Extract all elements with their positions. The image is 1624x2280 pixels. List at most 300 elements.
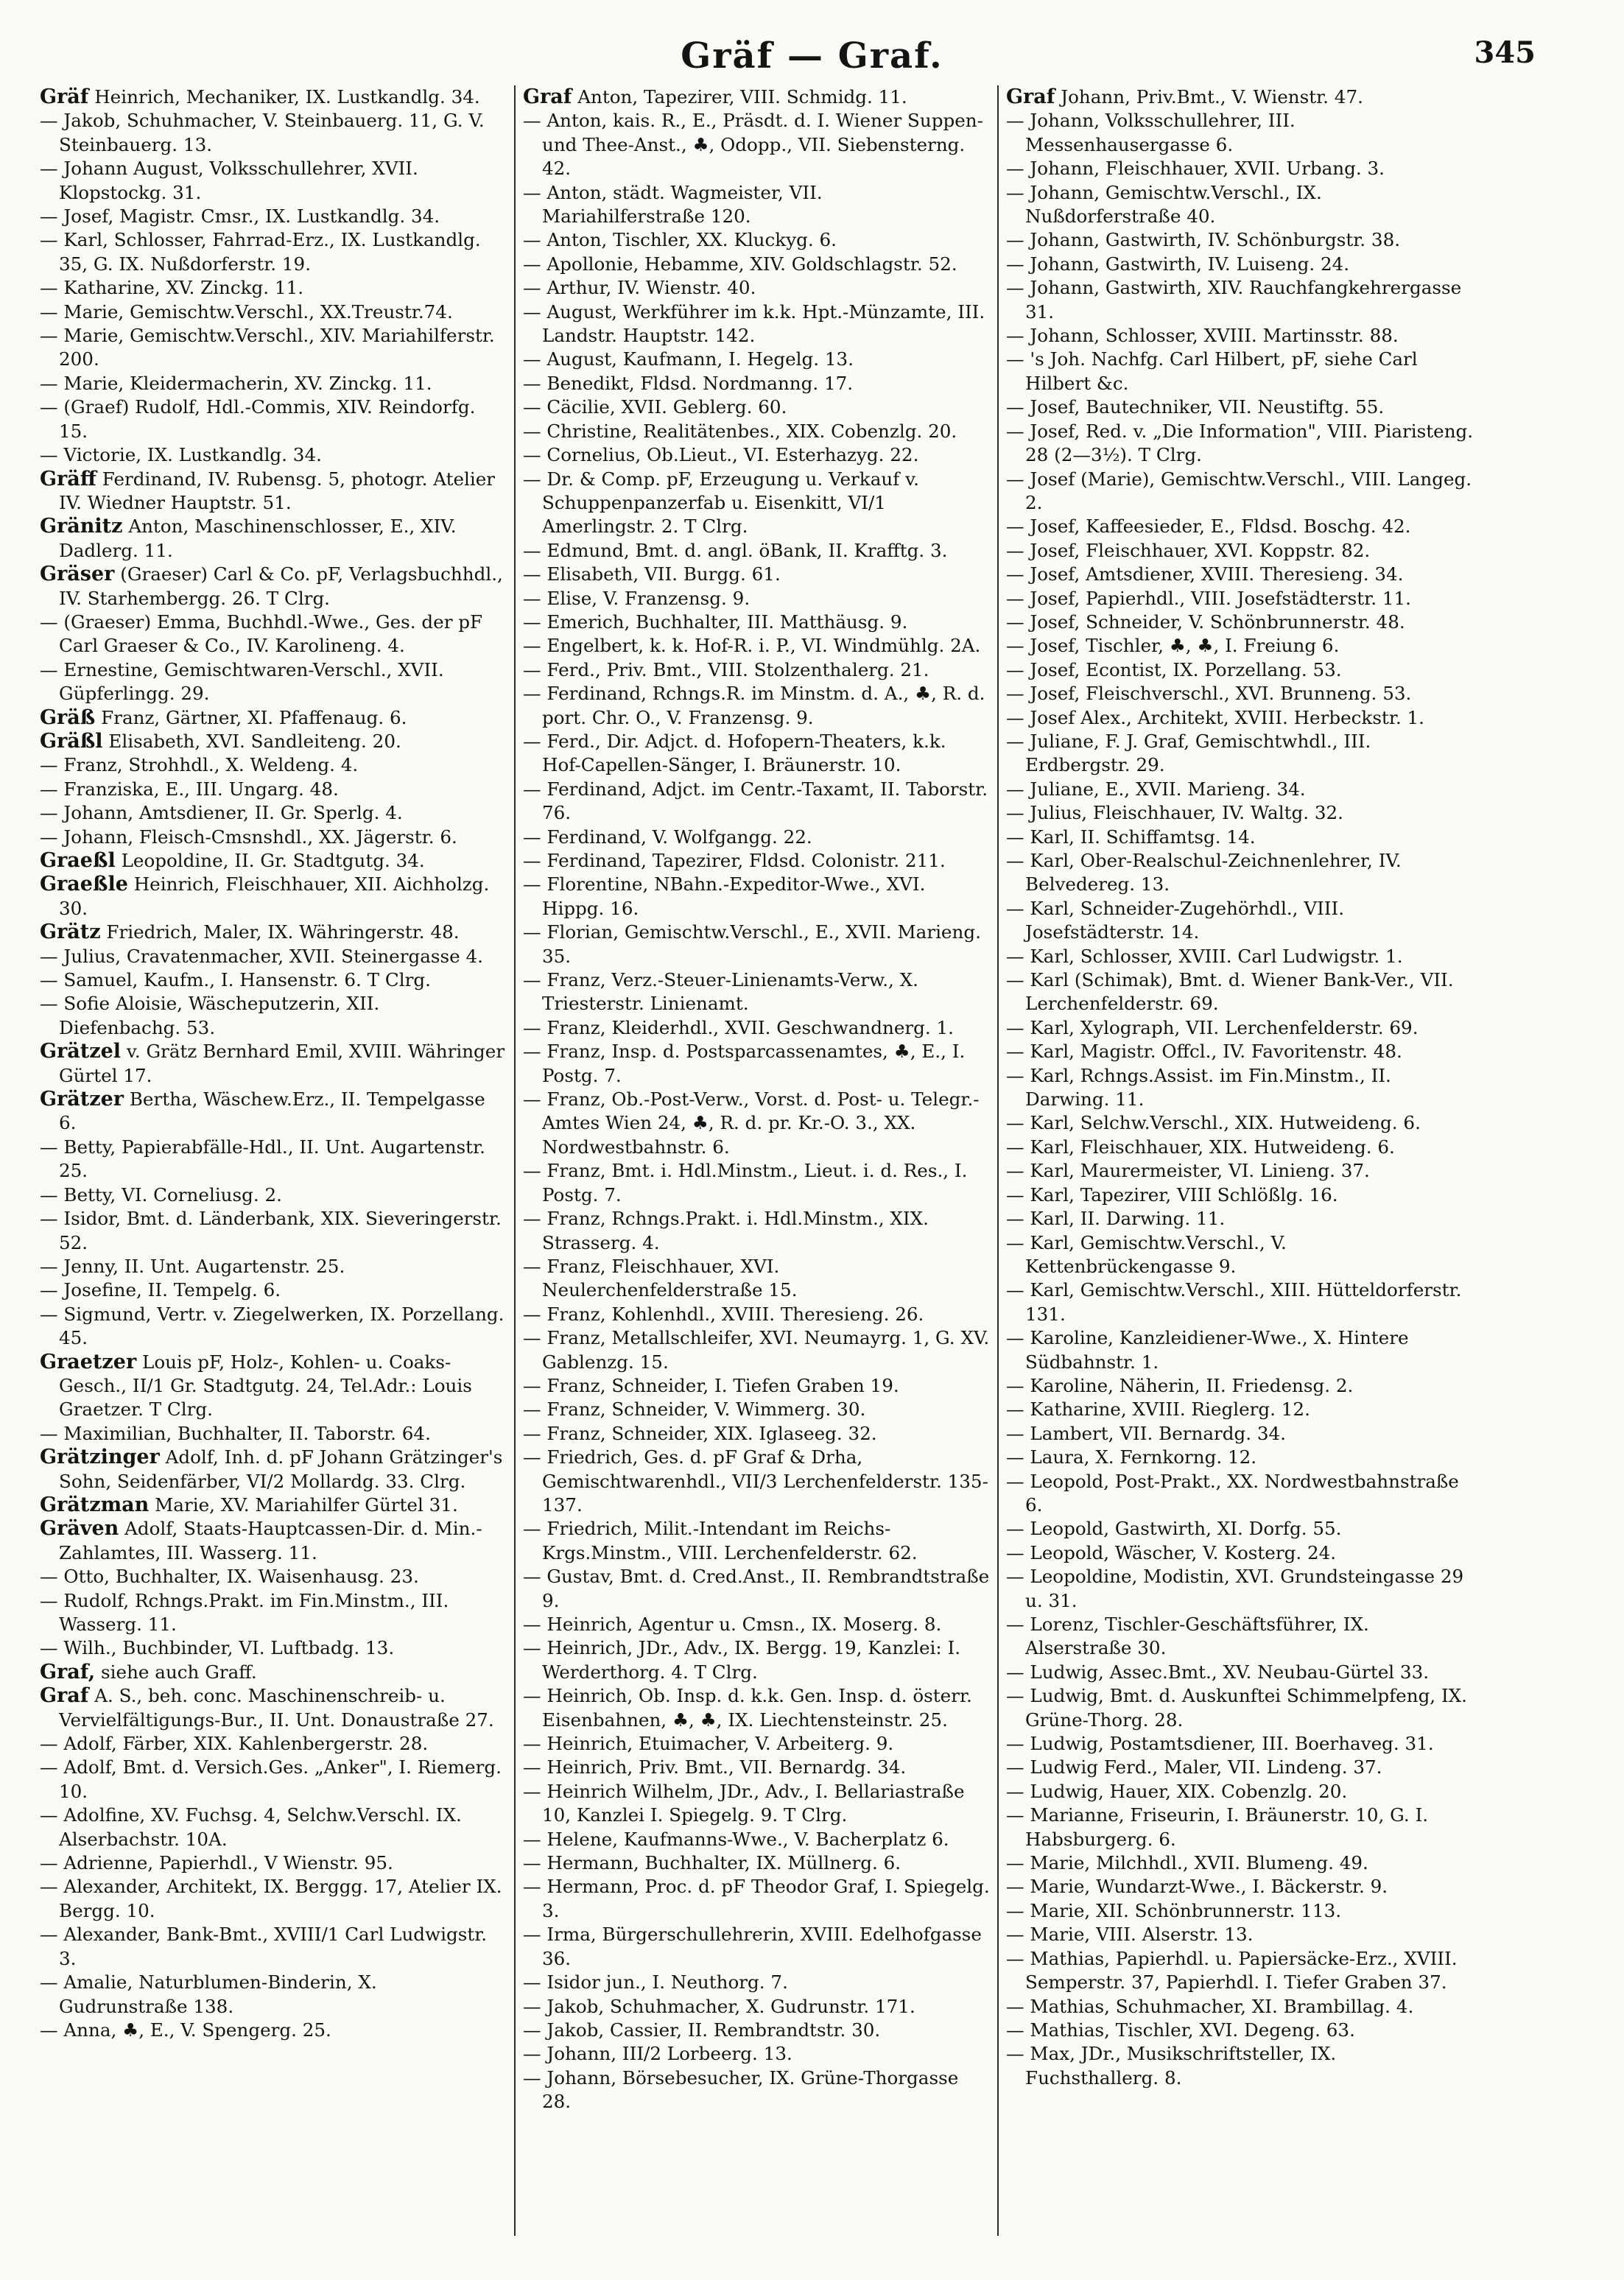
directory-entry	[1006, 1613, 1474, 1661]
directory-entry	[40, 968, 507, 992]
entry-text: — Marie, Wundarzt-Wwe., I. Bäckerstr. 9.	[1006, 1876, 1388, 1898]
entry-text: — Marianne, Friseurin, I. Bräunerstr. 10, G. I. Habsburgerg. 6.	[1006, 1804, 1429, 1850]
entry-text: — Karl, II. Schiffamtsg. 14.	[1006, 826, 1256, 848]
entry-headword: Grätzer	[40, 1088, 124, 1111]
directory-entry	[1006, 1207, 1474, 1231]
directory-entry	[40, 85, 507, 109]
directory-entry	[40, 443, 507, 467]
directory-entry	[40, 563, 507, 611]
entry-text: — Leopold, Post-Prakt., XX. Nordwestbahnstraße 6.	[1006, 1470, 1459, 1516]
directory-entry	[523, 468, 990, 539]
directory-entry	[40, 992, 507, 1040]
directory-entry	[40, 1303, 507, 1351]
directory-entry	[1006, 157, 1474, 180]
directory-entry	[523, 778, 990, 826]
entry-text: — Karl, Xylograph, VII. Lerchenfelderstr. 69.	[1006, 1016, 1419, 1038]
directory-entry	[40, 1493, 507, 1517]
directory-entry	[523, 109, 990, 180]
directory-entry	[523, 348, 990, 371]
directory-entry	[523, 276, 990, 300]
entry-text: Elisabeth, XVI. Sandleiteng. 20.	[108, 730, 401, 752]
directory-entry	[523, 1422, 990, 1446]
entry-text: — Johann, III/2 Lorbeerg. 13.	[523, 2043, 792, 2065]
directory-entry	[523, 1636, 990, 1684]
directory-entry	[40, 300, 507, 324]
directory-entry	[1006, 109, 1474, 157]
directory-entry	[523, 1446, 990, 1517]
entry-text: — Otto, Buchhalter, IX. Waisenhausg. 23.	[40, 1566, 419, 1588]
entry-text: — Karl, Tapezirer, VIII Schlößlg. 16.	[1006, 1183, 1338, 1206]
directory-entry	[523, 1374, 990, 1398]
entry-text: — Karl, Schlosser, Fahrrad-Erz., IX. Lustkandlg. 35, G. IX. Nußdorferstr. 19.	[40, 229, 481, 275]
directory-entry	[523, 826, 990, 849]
directory-entry	[1006, 1159, 1474, 1183]
directory-entry	[1006, 1064, 1474, 1112]
directory-entry	[1006, 1565, 1474, 1613]
entry-text: — Johann, Gastwirth, IV. Schönburgstr. 38.	[1006, 229, 1401, 251]
entry-text: — Sigmund, Vertr. v. Ziegelwerken, IX. Porzellang. 45.	[40, 1303, 505, 1349]
entry-text: — Anton, Tischler, XX. Kluckyg. 6.	[523, 229, 837, 251]
directory-entry	[523, 1780, 990, 1828]
directory-entry	[523, 395, 990, 419]
entry-text: — Johann, Gastwirth, XIV. Rauchfangkehrergasse 31.	[1006, 277, 1462, 323]
entry-text: — Anna, ♣, E., V. Spengerg. 25.	[40, 2019, 331, 2041]
entry-text: — Hermann, Buchhalter, IX. Müllnerg. 6.	[523, 1852, 901, 1874]
directory-entry	[40, 157, 507, 205]
directory-entry	[40, 109, 507, 157]
directory-entry	[40, 1278, 507, 1302]
directory-entry	[1006, 1899, 1474, 1923]
directory-entry	[40, 873, 507, 921]
directory-entry	[1006, 1374, 1474, 1398]
directory-entry	[40, 372, 507, 395]
entry-headword: Grätz	[40, 921, 101, 944]
entry-text: — Anton, kais. R., E., Präsdt. d. I. Wiener Suppen- und Thee-Anst., ♣, Odopp., VII. Siebensterng. 42.	[523, 110, 983, 180]
directory-entry	[1006, 348, 1474, 395]
entry-text: — Josef, Bautechniker, VII. Neustiftg. 55.	[1006, 396, 1385, 418]
directory-entry	[1006, 634, 1474, 658]
directory-entry	[523, 1875, 990, 1923]
entry-text: — Ferd., Dir. Adjct. d. Hofopern-Theaters, k.k. Hof-Capellen-Sänger, I. Bräunerstr. 10.	[523, 730, 946, 776]
directory-entry	[1006, 1661, 1474, 1684]
directory-entry	[523, 2066, 990, 2114]
entry-text: — Karoline, Kanzleidiener-Wwe., X. Hintere Südbahnstr. 1.	[1006, 1327, 1409, 1373]
entry-text: — Leopold, Wäscher, V. Kosterg. 24.	[1006, 1541, 1337, 1563]
directory-entry	[40, 276, 507, 300]
entry-text: — Mathias, Tischler, XVI. Degeng. 63.	[1006, 2019, 1355, 2041]
directory-entry	[523, 1828, 990, 1851]
directory-entry	[523, 1255, 990, 1303]
entry-text: — Ludwig, Hauer, XIX. Cobenzlg. 20.	[1006, 1780, 1348, 1802]
entry-text: — Amalie, Naturblumen-Binderin, X. Gudrunstraße 138.	[40, 1971, 377, 2017]
directory-entry	[523, 1923, 990, 1971]
entry-text: — Katharine, XVIII. Rieglerg. 12.	[1006, 1398, 1310, 1421]
directory-entry	[523, 1517, 990, 1565]
directory-entry	[1006, 1111, 1474, 1135]
entry-text: — Karl (Schimak), Bmt. d. Wiener Bank-Ver., VII. Lerchenfelderstr. 69.	[1006, 969, 1454, 1015]
entry-text: Heinrich, Fleischhauer, XII. Aichholzg. 30.	[59, 873, 490, 919]
directory-entry	[40, 1804, 507, 1851]
entry-text: — Marie, Gemischtw.Verschl., XIV. Mariahilferstr. 200.	[40, 325, 495, 370]
directory-entry	[40, 205, 507, 228]
directory-entry	[1006, 968, 1474, 1016]
directory-entry	[40, 1207, 507, 1255]
entry-text: — Florentine, NBahn.-Expeditor-Wwe., XVI. Hippg. 16.	[523, 873, 926, 919]
entry-text: — Franz, Ob.-Post-Verw., Vorst. d. Post- u. Telegr.-Amtes Wien 24, ♣, R. d. pr. Kr.-O. 3., XX. Nordwestbahnstr. 6.	[523, 1088, 980, 1158]
entry-text: — Johann, Börsebesucher, IX. Grüne-Thorgasse 28.	[523, 2066, 959, 2113]
entry-text: — Heinrich, Etuimacher, V. Arbeiterg. 9.	[523, 1733, 894, 1755]
entry-text: — Marie, Kleidermacherin, XV. Zinckg. 11.	[40, 372, 432, 394]
directory-entry	[523, 1732, 990, 1756]
entry-text: — Josef, Magistr. Cmsr., IX. Lustkandlg. 34.	[40, 205, 440, 228]
entry-text: — Ludwig, Assec.Bmt., XV. Neubau-Gürtel 33.	[1006, 1661, 1430, 1683]
entry-text: — Johann, Fleischhauer, XVII. Urbang. 3.	[1006, 158, 1385, 180]
directory-entry	[523, 682, 990, 730]
entry-text: — Isidor, Bmt. d. Länderbank, XIX. Sieveringerstr. 52.	[40, 1208, 502, 1253]
entry-text: Johann, Priv.Bmt., V. Wienstr. 47.	[1061, 86, 1363, 108]
directory-entry	[523, 634, 990, 658]
directory-entry	[1006, 276, 1474, 324]
directory-entry	[1006, 1756, 1474, 1779]
entry-text: Franz, Gärtner, XI. Pfaffenaug. 6.	[101, 706, 407, 728]
directory-entry	[523, 1303, 990, 1326]
entry-text: Anton, Tapezirer, VIII. Schmidg. 11.	[577, 86, 907, 108]
directory-entry	[1006, 1780, 1474, 1804]
directory-entry	[40, 730, 507, 753]
entry-headword: Graf	[523, 85, 572, 108]
entry-text: — Julius, Fleischhauer, IV. Waltg. 32.	[1006, 802, 1343, 824]
directory-entry	[523, 587, 990, 611]
entry-text: — Karl, Schneider-Zugehörhdl., VIII. Josefstädterstr. 14.	[1006, 897, 1345, 943]
directory-entry	[1006, 1995, 1474, 2019]
entry-text: — Betty, VI. Corneliusg. 2.	[40, 1183, 282, 1206]
directory-entry	[1006, 1398, 1474, 1421]
directory-entry	[40, 1255, 507, 1278]
entry-text: — Johann, Gemischtw.Verschl., IX. Nußdorferstraße 40.	[1006, 181, 1322, 228]
entry-headword: Graeßl	[40, 849, 116, 872]
entry-text: — Marie, XII. Schönbrunnerstr. 113.	[1006, 1899, 1342, 1921]
directory-entry	[40, 706, 507, 730]
directory-entry	[523, 1326, 990, 1374]
directory-entry	[1006, 228, 1474, 252]
running-head: Gräf — Graf.	[681, 35, 943, 77]
directory-entry	[1006, 1422, 1474, 1446]
entry-text: — Gustav, Bmt. d. Cred.Anst., II. Rembrandtstraße 9.	[523, 1566, 990, 1611]
entry-text: — Jakob, Cassier, II. Rembrandtstr. 30.	[523, 2019, 881, 2041]
entry-text: — Julius, Cravatenmacher, XVII. Steinergasse 4.	[40, 945, 483, 967]
entry-text: v. Grätz Bernhard Emil, XVIII. Währinger Gürtel 17.	[59, 1041, 505, 1086]
directory-entry	[1006, 1851, 1474, 1875]
entry-headword: Gräser	[40, 563, 115, 586]
entry-text: A. S., beh. conc. Maschinenschreib- u. Vervielfältigungs-Bur., II. Unt. Donaustraße 27.	[59, 1685, 494, 1731]
entry-text: — Dr. & Comp. pF, Erzeugung u. Verkauf v. Schuppenpanzerfab u. Eisenkitt, VI/1 Amerlingstr. 2. T Clrg.	[523, 468, 919, 538]
entry-text: — Isidor jun., I. Neuthorg. 7.	[523, 1971, 788, 1994]
directory-entry	[523, 1756, 990, 1779]
directory-entry	[1006, 1947, 1474, 1995]
entry-text: — Wilh., Buchbinder, VI. Luftbadg. 13.	[40, 1637, 395, 1659]
directory-entry	[1006, 778, 1474, 801]
directory-entry	[40, 1183, 507, 1207]
directory-entry	[1006, 1804, 1474, 1851]
directory-entry	[40, 1756, 507, 1804]
directory-entry	[1006, 1016, 1474, 1040]
directory-entry	[40, 921, 507, 944]
entry-text: — Cäcilie, XVII. Geblerg. 60.	[523, 396, 787, 418]
directory-entry	[40, 228, 507, 276]
entry-text: (Graeser) Carl & Co. pF, Verlagsbuchhdl., IV. Starhembergg. 26. T Clrg.	[59, 563, 503, 609]
entry-text: — Karl, Maurermeister, VI. Linieng. 37.	[1006, 1160, 1370, 1182]
entry-text: Adolf, Staats-Hauptcassen-Dir. d. Min.-Zahlamtes, III. Wasserg. 11.	[59, 1518, 482, 1563]
directory-entry	[523, 1207, 990, 1255]
entry-text: — Marie, VIII. Alserstr. 13.	[1006, 1924, 1254, 1946]
directory-entry	[40, 1351, 507, 1422]
column-1	[32, 85, 516, 2236]
entry-text: — Mathias, Papierhdl. u. Papiersäcke-Erz., XVIII. Semperstr. 37, Papierhdl. I. Tiefer Graben 37.	[1006, 1947, 1458, 1994]
entry-text: — Johann, Gastwirth, IV. Luiseng. 24.	[1006, 253, 1350, 275]
directory-entry	[1006, 945, 1474, 968]
directory-entry	[1006, 2042, 1474, 2090]
directory-entry	[40, 611, 507, 658]
directory-entry	[40, 1923, 507, 1971]
entry-headword: Graf,	[40, 1660, 96, 1683]
directory-entry	[40, 753, 507, 777]
entry-text: — Sofie Aloisie, Wäscheputzerin, XII. Diefenbachg. 53.	[40, 993, 380, 1038]
entry-text: — Leopoldine, Modistin, XVI. Grundsteingasse 29 u. 31.	[1006, 1566, 1464, 1611]
directory-entry	[40, 1732, 507, 1756]
directory-entry	[523, 300, 990, 348]
directory-entry	[1006, 253, 1474, 276]
entry-text: — Josef, Papierhdl., VIII. Josefstädterstr. 11.	[1006, 587, 1411, 609]
directory-entry	[523, 1398, 990, 1421]
entry-headword: Gräven	[40, 1517, 119, 1541]
directory-entry	[1006, 1326, 1474, 1374]
entry-text: — Ferdinand, Tapezirer, Fldsd. Colonistr. 211.	[523, 850, 946, 871]
directory-entry	[1006, 706, 1474, 730]
directory-entry	[523, 873, 990, 921]
directory-entry	[40, 945, 507, 968]
directory-entry	[40, 1565, 507, 1588]
entry-headword: Graeßle	[40, 873, 128, 896]
entry-text: — Alexander, Architekt, IX. Berggg. 17, Atelier IX. Bergg. 10.	[40, 1876, 502, 1921]
directory-entry	[1006, 2019, 1474, 2042]
entry-text: — Franz, Verz.-Steuer-Linienamts-Verw., X. Triesterstr. Linienamt.	[523, 969, 919, 1015]
directory-entry	[1006, 420, 1474, 468]
directory-entry	[1006, 1040, 1474, 1063]
directory-entry	[1006, 1517, 1474, 1541]
entry-text: — Juliane, F. J. Graf, Gemischtwhdl., III. Erdbergstr. 29.	[1006, 730, 1371, 776]
directory-entry	[40, 1875, 507, 1923]
entry-text: — Franz, Kohlenhdl., XVIII. Theresieng. 26.	[523, 1303, 924, 1325]
entry-text: — Marie, Milchhdl., XVII. Blumeng. 49.	[1006, 1852, 1368, 1874]
directory-entry	[523, 1159, 990, 1207]
entry-text: — Josef (Marie), Gemischtw.Verschl., VIII. Langeg. 2.	[1006, 468, 1472, 513]
directory-entry	[1006, 1183, 1474, 1207]
entry-text: — Ferd., Priv. Bmt., VIII. Stolzenthalerg. 21.	[523, 658, 929, 680]
directory-entry	[40, 826, 507, 849]
entry-text: — Cornelius, Ob.Lieut., VI. Esterhazyg. 22.	[523, 444, 919, 466]
directory-entry	[40, 1851, 507, 1875]
entry-text: — Josef, Schneider, V. Schönbrunnerstr. 48.	[1006, 611, 1405, 633]
entry-headword: Gräß	[40, 706, 96, 729]
entry-headword: Gräßl	[40, 729, 103, 753]
entry-text: — Ferdinand, Adjct. im Centr.-Taxamt, II. Taborstr. 76.	[523, 778, 988, 824]
directory-entry	[40, 658, 507, 706]
entry-text: — Jakob, Schuhmacher, X. Gudrunstr. 171.	[523, 1995, 915, 2017]
directory-entry	[40, 849, 507, 873]
directory-entry	[40, 778, 507, 801]
entry-text: — Josef, Fleischhauer, XVI. Koppstr. 82.	[1006, 539, 1371, 561]
entry-text: — Max, JDr., Musikschriftsteller, IX. Fuchsthallerg. 8.	[1006, 2043, 1337, 2089]
directory-entry	[1006, 611, 1474, 634]
entry-text: — Mathias, Schuhmacher, XI. Brambillag. 4.	[1006, 1995, 1414, 2017]
entry-text: — Franz, Schneider, XIX. Iglaseeg. 32.	[523, 1422, 877, 1444]
entry-text: — Florian, Gemischtw.Verschl., E., XVII. Marieng. 35.	[523, 921, 981, 967]
directory-entry	[523, 730, 990, 778]
entry-text: Heinrich, Mechaniker, IX. Lustkandlg. 34.	[94, 86, 480, 108]
entry-text: — Karl, Fleischhauer, XIX. Hutweideng. 6.	[1006, 1136, 1395, 1158]
entry-text: — Adolfine, XV. Fuchsg. 4, Selchw.Verschl. IX. Alserbachstr. 10A.	[40, 1804, 462, 1850]
entry-text: — Karl, Rchngs.Assist. im Fin.Minstm., II. Darwing. 11.	[1006, 1064, 1391, 1111]
entry-headword: Grätzman	[40, 1493, 150, 1516]
entry-text: — Heinrich, Ob. Insp. d. k.k. Gen. Insp. d. österr. Eisenbahnen, ♣, ♣, IX. Liechtensteinstr. 25.	[523, 1685, 972, 1731]
directory-entry	[523, 1684, 990, 1732]
entry-text: — Karl, Gemischtw.Verschl., XIII. Hütteldorferstr. 131.	[1006, 1279, 1462, 1325]
directory-entry	[523, 420, 990, 443]
directory-entry	[523, 443, 990, 467]
entry-text: — Ludwig, Bmt. d. Auskunftei Schimmelpfeng, IX. Grüne-Thorg. 28.	[1006, 1685, 1467, 1731]
column-2	[516, 85, 999, 2236]
entry-text: — Lambert, VII. Bernardg. 34.	[1006, 1422, 1287, 1444]
directory-entry	[40, 515, 507, 563]
directory-entry	[40, 2019, 507, 2042]
entry-text: — Franziska, E., III. Ungarg. 48.	[40, 778, 339, 800]
entry-text: — Josef, Econtist, IX. Porzellang. 53.	[1006, 658, 1342, 680]
directory-entry	[523, 611, 990, 634]
directory-entry	[1006, 468, 1474, 516]
entry-headword: Graetzer	[40, 1350, 137, 1373]
directory-entry	[523, 372, 990, 395]
entry-text: — Anton, städt. Wagmeister, VII. Mariahilferstraße 120.	[523, 181, 823, 228]
entry-text: — Josef, Amtsdiener, XVIII. Theresieng. 34.	[1006, 563, 1404, 585]
entry-text: — Adolf, Färber, XIX. Kahlenbergerstr. 28.	[40, 1733, 429, 1755]
entry-headword: Graf	[1006, 85, 1055, 108]
entry-text: — Josef, Tischler, ♣, ♣, I. Freiung 6.	[1006, 635, 1340, 657]
entry-text: — Franz, Schneider, V. Wimmerg. 30.	[523, 1398, 866, 1421]
entry-text: — Engelbert, k. k. Hof-R. i. P., VI. Windmühlg. 2A.	[523, 635, 981, 657]
directory-entry	[40, 395, 507, 443]
directory-entry	[1006, 1923, 1474, 1946]
entry-headword: Grätzel	[40, 1040, 122, 1063]
entry-text: Anton, Maschinenschlosser, E., XIV. Dadlerg. 11.	[59, 516, 457, 561]
directory-entry	[1006, 1231, 1474, 1279]
directory-entry	[1006, 85, 1474, 109]
directory-entry	[1006, 1136, 1474, 1159]
directory-entry	[523, 2019, 990, 2042]
entry-text: — Johann August, Volksschullehrer, XVII. Klopstockg. 31.	[40, 158, 418, 203]
directory-entry	[40, 1088, 507, 1136]
directory-entry	[1006, 563, 1474, 586]
entry-text: — Franz, Metallschleifer, XVI. Neumayrg. 1, G. XV. Gablenzg. 15.	[523, 1327, 990, 1373]
entry-text: — Johann, Fleisch-Cmsnshdl., XX. Jägerstr. 6.	[40, 826, 457, 848]
directory-entry	[523, 1016, 990, 1040]
entry-text: — Apollonie, Hebamme, XIV. Goldschlagstr. 52.	[523, 253, 957, 275]
entry-text: — Friedrich, Milit.-Intendant im Reichs-Krgs.Minstm., VIII. Lerchenfelderstr. 62.	[523, 1518, 918, 1563]
directory-entry	[523, 658, 990, 682]
directory-entry	[523, 921, 990, 968]
entry-text: — Josef, Fleischverschl., XVI. Brunneng. 53.	[1006, 683, 1412, 705]
entry-text: — August, Kaufmann, I. Hegelg. 13.	[523, 348, 854, 370]
entry-text: — Franz, Strohhdl., X. Weldeng. 4.	[40, 754, 359, 776]
entry-text: — Juliane, E., XVII. Marieng. 34.	[1006, 778, 1306, 800]
directory-entry	[523, 2042, 990, 2066]
directory-entry	[40, 1589, 507, 1637]
entry-text: — Arthur, IV. Wienstr. 40.	[523, 277, 756, 299]
directory-entry	[40, 1636, 507, 1660]
directory-entry	[1006, 1684, 1474, 1732]
entry-text: — (Graeser) Emma, Buchhdl.-Wwe., Ges. der pF Carl Graeser & Co., IV. Karolineng. 4.	[40, 611, 483, 657]
entry-text: — Betty, Papierabfälle-Hdl., II. Unt. Augartenstr. 25.	[40, 1136, 485, 1182]
entry-text: — Adrienne, Papierhdl., V Wienstr. 95.	[40, 1852, 393, 1874]
entry-text: — Laura, X. Fernkorng. 12.	[1006, 1446, 1257, 1468]
entry-text: — Alexander, Bank-Bmt., XVIII/1 Carl Ludwigstr. 3.	[40, 1924, 488, 1969]
directory-entry	[1006, 897, 1474, 945]
entry-text: — Rudolf, Rchngs.Prakt. im Fin.Minstm., III. Wasserg. 11.	[40, 1589, 449, 1635]
directory-entry	[523, 539, 990, 563]
directory-entry	[523, 228, 990, 252]
entry-text: — Adolf, Bmt. d. Versich.Ges. „Anker", I. Riemerg. 10.	[40, 1756, 502, 1802]
entry-text: — Franz, Rchngs.Prakt. i. Hdl.Minstm., XIX. Strasserg. 4.	[523, 1208, 929, 1253]
entry-text: — Elise, V. Franzensg. 9.	[523, 587, 751, 609]
directory-entry	[523, 1971, 990, 1994]
entry-text: Louis pF, Holz-, Kohlen- u. Coaks-Gesch., II/1 Gr. Stadtgutg. 24, Tel.Adr.: Louis Graetzer. T Clrg.	[59, 1351, 472, 1421]
directory-entry	[1006, 1732, 1474, 1756]
directory-entry	[40, 1517, 507, 1565]
entry-headword: Gränitz	[40, 515, 123, 538]
entry-text: — Heinrich, Priv. Bmt., VII. Bernardg. 34.	[523, 1756, 907, 1778]
entry-text: — Karoline, Näherin, II. Friedensg. 2.	[1006, 1374, 1354, 1396]
entry-text: — Irma, Bürgerschullehrerin, XVIII. Edelhofgasse 36.	[523, 1924, 982, 1969]
directory-entry	[40, 1661, 507, 1684]
entry-text: — Lorenz, Tischler-Geschäftsführer, IX. Alserstraße 30.	[1006, 1614, 1369, 1659]
entry-text: — Ferdinand, V. Wolfgangg. 22.	[523, 826, 812, 848]
directory-entry	[40, 1684, 507, 1732]
entry-text: — Franz, Fleischhauer, XVI. Neulerchenfelderstraße 15.	[523, 1255, 798, 1301]
entry-text: — Jakob, Schuhmacher, V. Steinbauerg. 11, G. V. Steinbauerg. 13.	[40, 110, 485, 155]
entry-text: Friedrich, Maler, IX. Währingerstr. 48.	[106, 921, 460, 943]
directory-entry	[40, 1971, 507, 2019]
entry-text: — Franz, Insp. d. Postsparcassenamtes, ♣, E., I. Postg. 7.	[523, 1041, 966, 1086]
entry-text: — Karl, Magistr. Offcl., IV. Favoritenstr. 48.	[1006, 1041, 1402, 1063]
entry-text: — Katharine, XV. Zinckg. 11.	[40, 277, 304, 299]
directory-entry	[1006, 395, 1474, 419]
directory-entry	[523, 563, 990, 586]
directory-entry	[1006, 1541, 1474, 1565]
directory-entry	[523, 849, 990, 873]
directory-entry	[1006, 181, 1474, 229]
entry-text: — 's Joh. Nachfg. Carl Hilbert, pF, siehe Carl Hilbert &c.	[1006, 348, 1418, 394]
entry-columns	[32, 85, 1483, 2236]
entry-text: — Edmund, Bmt. d. angl. öBank, II. Krafftg. 3.	[523, 539, 948, 561]
entry-text: — August, Werkführer im k.k. Hpt.-Münzamte, III. Landstr. Hauptstr. 142.	[523, 300, 985, 347]
directory-entry	[40, 468, 507, 516]
entry-text: — Heinrich Wilhelm, JDr., Adv., I. Bellariastraße 10, Kanzlei I. Spiegelg. 9. T Clrg.	[523, 1780, 965, 1826]
directory-entry	[523, 1565, 990, 1613]
entry-text: — Marie, Gemischtw.Verschl., XX.Treustr.74.	[40, 300, 453, 323]
entry-text: — Johann, Amtsdiener, II. Gr. Sperlg. 4.	[40, 802, 403, 824]
entry-text: — Karl, Ober-Realschul-Zeichnenlehrer, IV. Belvedereg. 13.	[1006, 850, 1402, 896]
entry-text: — Samuel, Kaufm., I. Hansenstr. 6. T Clrg.	[40, 969, 431, 991]
directory-entry	[1006, 849, 1474, 897]
